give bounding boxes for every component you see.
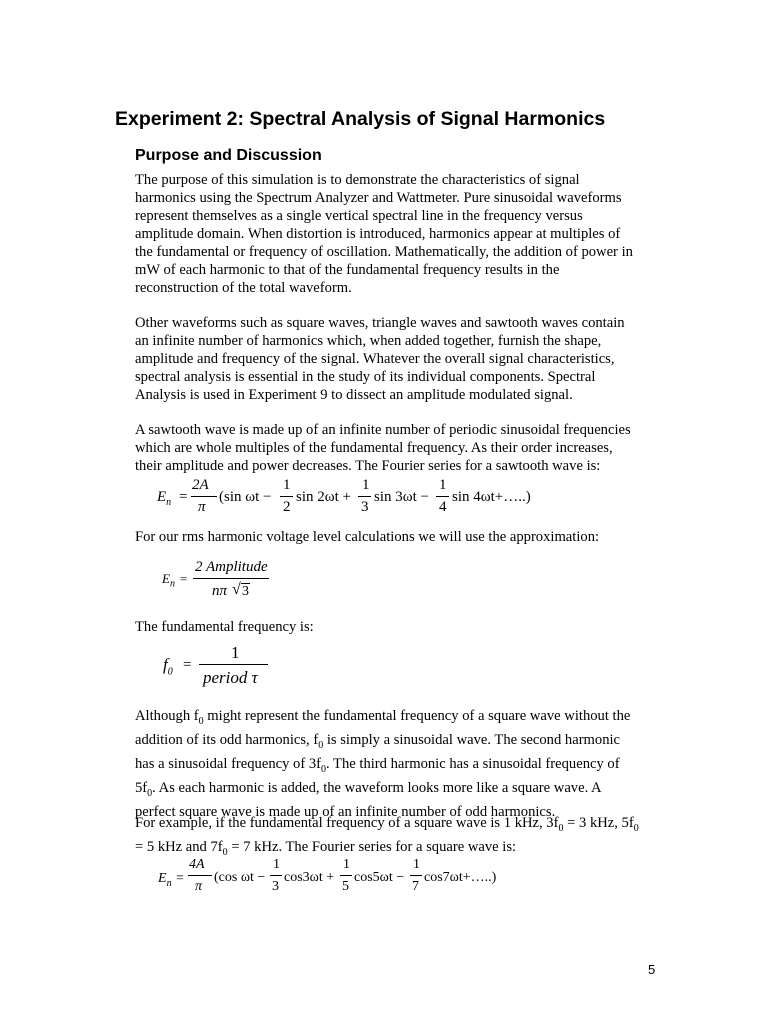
text-line: mW of each harmonic to that of the fundamental frequency results in the: [135, 262, 560, 278]
eq-denominator: 3: [272, 879, 279, 894]
paragraph-fundamental: [135, 618, 660, 636]
eq-numerator: 4A: [189, 857, 205, 872]
text-line: perfect square wave is made up of an infinite number of odd harmonics.: [135, 803, 556, 820]
eq-denominator: π: [198, 499, 206, 515]
eq-term: (cos ωt −: [214, 870, 266, 885]
text-line: = 5 kHz and $7f_0 = 7$ kHz. The Fourier series for a square wave is:: [135, 838, 517, 858]
text-line: spectral analysis is essential in the study of its individual components. Spectral: [135, 369, 596, 385]
eq-denominator: 5: [342, 879, 349, 894]
eq-equals: =: [176, 871, 184, 886]
eq-term: sin 3ωt −: [374, 489, 430, 505]
section-heading: Purpose and Discussion: [135, 147, 322, 164]
paragraph-waveforms: [135, 314, 660, 404]
eq-denominator: 7: [412, 879, 419, 894]
eq-denominator: 4: [439, 499, 447, 515]
eq-numerator: 1: [362, 477, 370, 493]
fraction-bar: [191, 496, 217, 497]
text-line: has a sinusoidal frequency of $3f_0$. The third harmonic has a sinusoidal frequency of: [135, 755, 620, 775]
eq-term: cos5ωt −: [354, 870, 405, 885]
eq-denominator: nπ: [212, 583, 228, 599]
fraction-bar: [188, 875, 212, 876]
eq-term: cos7ωt+…..): [424, 870, 497, 885]
eq-numerator: 2A: [192, 477, 209, 493]
text-line: represent themselves as a single vertical spectral line in the frequency versus: [135, 208, 583, 224]
eq-symbol: $E_n$: [157, 489, 172, 508]
eq-denominator: 2: [283, 499, 291, 515]
paragraph-square-wave: [135, 707, 660, 821]
eq-equals: =: [183, 657, 192, 673]
fraction-bar: [199, 664, 268, 665]
paragraph-rms: [135, 528, 660, 546]
paragraph-purpose: [135, 171, 660, 297]
text-line: amplitude and frequency of the signal. Whatever the overall signal characteristics,: [135, 351, 615, 367]
eq-numerator: 2 Amplitude: [195, 559, 268, 575]
eq-symbol: $E_n$: [158, 871, 172, 889]
fraction-bar: [340, 875, 352, 876]
text-line: For example, if the fundamental frequency of a square wave is 1 kHz, $3f_0 = 3$ kHz, $5f_0$: [135, 815, 639, 834]
eq-numerator: 1: [273, 857, 280, 872]
text-line: The purpose of this simulation is to demonstrate the characteristics of signal: [135, 172, 580, 188]
eq-radicand: 3: [242, 584, 249, 599]
eq-numerator: 1: [231, 643, 240, 662]
eq-equals: =: [180, 571, 188, 586]
fraction-bar: [436, 496, 449, 497]
page-number: 5: [648, 962, 656, 977]
eq-symbol: $f_0$: [163, 655, 173, 678]
fraction-bar: [270, 875, 282, 876]
text-line: $5f_0$. As each harmonic is added, the waveform looks more like a square wave. A: [135, 779, 602, 799]
text-line: amplitude domain. When distortion is introduced, harmonics appear at multiples of: [135, 226, 621, 242]
eq-numerator: 1: [413, 857, 420, 872]
paragraph-sawtooth: [135, 421, 660, 475]
fraction-bar: [410, 875, 422, 876]
text-line: which are whole multiples of the fundamental frequency. As their order increases,: [135, 440, 613, 456]
eq-numerator: 1: [439, 477, 447, 493]
eq-denominator: π: [195, 879, 203, 894]
text-line: The fundamental frequency is:: [135, 619, 314, 635]
eq-term: sin 4ωt+…..): [452, 489, 531, 505]
text-line: Although $f_0$ might represent the fundamental frequency of a square wave without the: [135, 708, 631, 727]
text-line: the fundamental or frequency of oscillation. Mathematically, the addition of power in: [135, 244, 633, 260]
text-line: an infinite number of harmonics which, when added together, furnish the shape,: [135, 333, 602, 349]
text-line: Other waveforms such as square waves, triangle waves and sawtooth waves contain: [135, 315, 625, 331]
eq-symbol: $E_n$: [162, 571, 175, 590]
page-title: Experiment 2: Spectral Analysis of Signal Harmonics: [115, 108, 606, 130]
text-line: A sawtooth wave is made up of an infinite number of periodic sinusoidal frequencies: [135, 422, 631, 438]
text-line: their amplitude and power decreases. The Fourier series for a sawtooth wave is:: [135, 458, 601, 474]
eq-term: (sin ωt −: [219, 489, 272, 505]
eq-denominator: period τ: [203, 668, 258, 687]
text-line: harmonics using the Spectrum Analyzer and Wattmeter. Pure sinusoidal waveforms: [135, 190, 622, 206]
eq-denominator: 3: [361, 499, 369, 515]
text-line: addition of its odd harmonics, $f_0$ is simply a sinusoidal wave. The second harmonic: [135, 731, 621, 751]
text-line: Analysis is used in Experiment 9 to dissect an amplitude modulated signal.: [135, 387, 573, 403]
eq-numerator: 1: [283, 477, 291, 493]
fraction-bar: [280, 496, 293, 497]
eq-numerator: 1: [343, 857, 350, 872]
fraction-bar: [358, 496, 371, 497]
eq-term: sin 2ωt +: [296, 489, 352, 505]
paragraph-example: [135, 814, 660, 862]
eq-equals: =: [179, 489, 188, 505]
text-line: For our rms harmonic voltage level calculations we will use the approximation:: [135, 529, 600, 545]
fraction-bar: [193, 578, 269, 579]
sqrt-symbol: √: [232, 581, 241, 598]
eq-term: cos3ωt +: [284, 870, 335, 885]
text-line: reconstruction of the total waveform.: [135, 280, 352, 296]
